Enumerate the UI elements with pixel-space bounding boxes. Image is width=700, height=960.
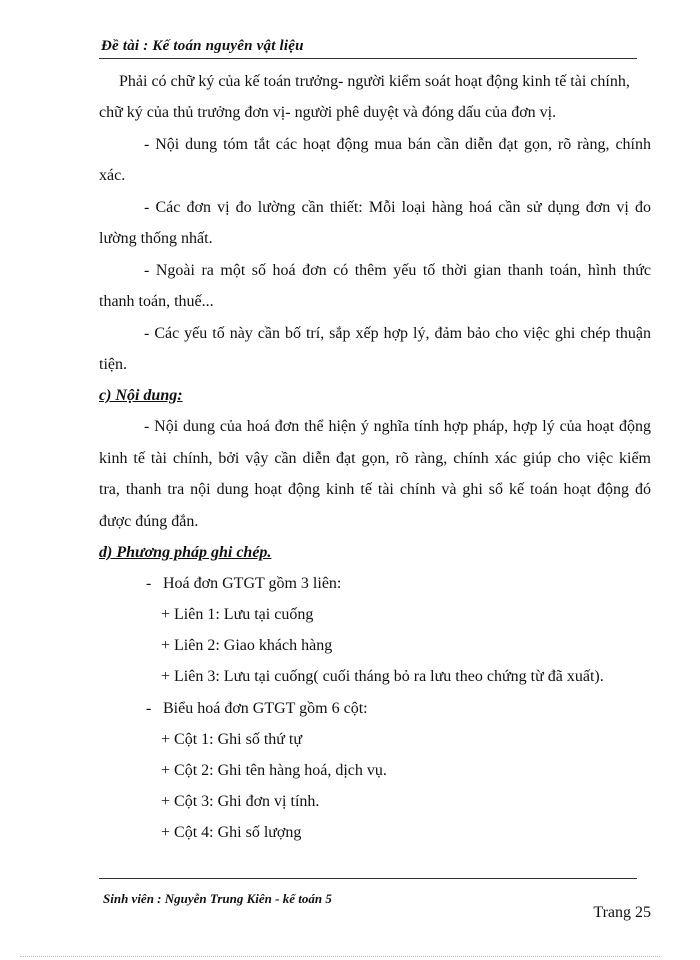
page-edge-divider [20,956,660,957]
paragraph-line: - Ngoài ra một số hoá đơn có thêm yếu tố thời gian thanh toán, hình thức [144,262,651,279]
header-divider [99,58,637,59]
sub-list-item: + Cột 1: Ghi số thứ tự [161,731,303,748]
paragraph-line: - Nội dung của hoá đơn thể hiện ý nghĩa tính hợp pháp, hợp lý của hoạt động [144,418,651,435]
paragraph-line: - Các yếu tố này cần bố trí, sắp xếp hợp lý, đảm bảo cho việc ghi chép thuận [144,325,651,342]
list-item: Biểu hoá đơn GTGT gồm 6 cột: [163,700,368,717]
sub-list-item: + Liên 3: Lưu tại cuống( cuối tháng bỏ ra lưu theo chứng từ đã xuất). [161,668,604,685]
section-c-heading: c) Nội dung: [99,387,183,404]
sub-list-item: + Cột 2: Ghi tên hàng hoá, dịch vụ. [161,762,387,779]
paragraph-line: thanh toán, thuế... [99,293,214,310]
list-item: Hoá đơn GTGT gồm 3 liên: [163,575,342,592]
paragraph-line: - Các đơn vị đo lường cần thiết: Mỗi loại hàng hoá cần sử dụng đơn vị đo [144,199,651,216]
footer-divider [99,878,637,879]
list-bullet: - [146,700,152,717]
sub-list-item: + Cột 3: Ghi đơn vị tính. [161,793,320,810]
footer-author: Sinh viên : Nguyễn Trung Kiên - kế toán 5 [103,891,332,906]
header-title: Đề tài : Kế toán nguyên vật liệu [101,38,304,54]
paragraph-line: - Nội dung tóm tắt các hoạt động mua bán cần diễn đạt gọn, rõ ràng, chính [144,136,651,153]
paragraph-line: xác. [99,167,126,184]
section-d-heading: d) Phương pháp ghi chép. [99,544,272,561]
paragraph-line: lường thống nhất. [99,230,213,247]
page-number: Trang 25 [593,904,651,921]
paragraph-line: được đúng đắn. [99,513,199,530]
paragraph-line: chữ ký của thủ trưởng đơn vị- người phê duyệt và đóng dấu của đơn vị. [99,104,557,121]
paragraph-line: Phải có chữ ký của kế toán trưởng- người kiểm soát hoạt động kinh tế tài chính, [119,73,630,90]
sub-list-item: + Liên 2: Giao khách hàng [161,637,333,654]
paragraph-line: tra, thanh tra nội dung hoạt động kinh tế tài chính và ghi sổ kế toán hoạt động đó [99,481,651,498]
list-bullet: - [146,575,152,592]
sub-list-item: + Liên 1: Lưu tại cuống [161,606,314,623]
paragraph-line: tiện. [99,356,127,373]
paragraph-line: kinh tế tài chính, bởi vậy cần diễn đạt gọn, rõ ràng, chính xác giúp cho việc kiểm [99,450,651,467]
sub-list-item: + Cột 4: Ghi số lượng [161,824,302,841]
